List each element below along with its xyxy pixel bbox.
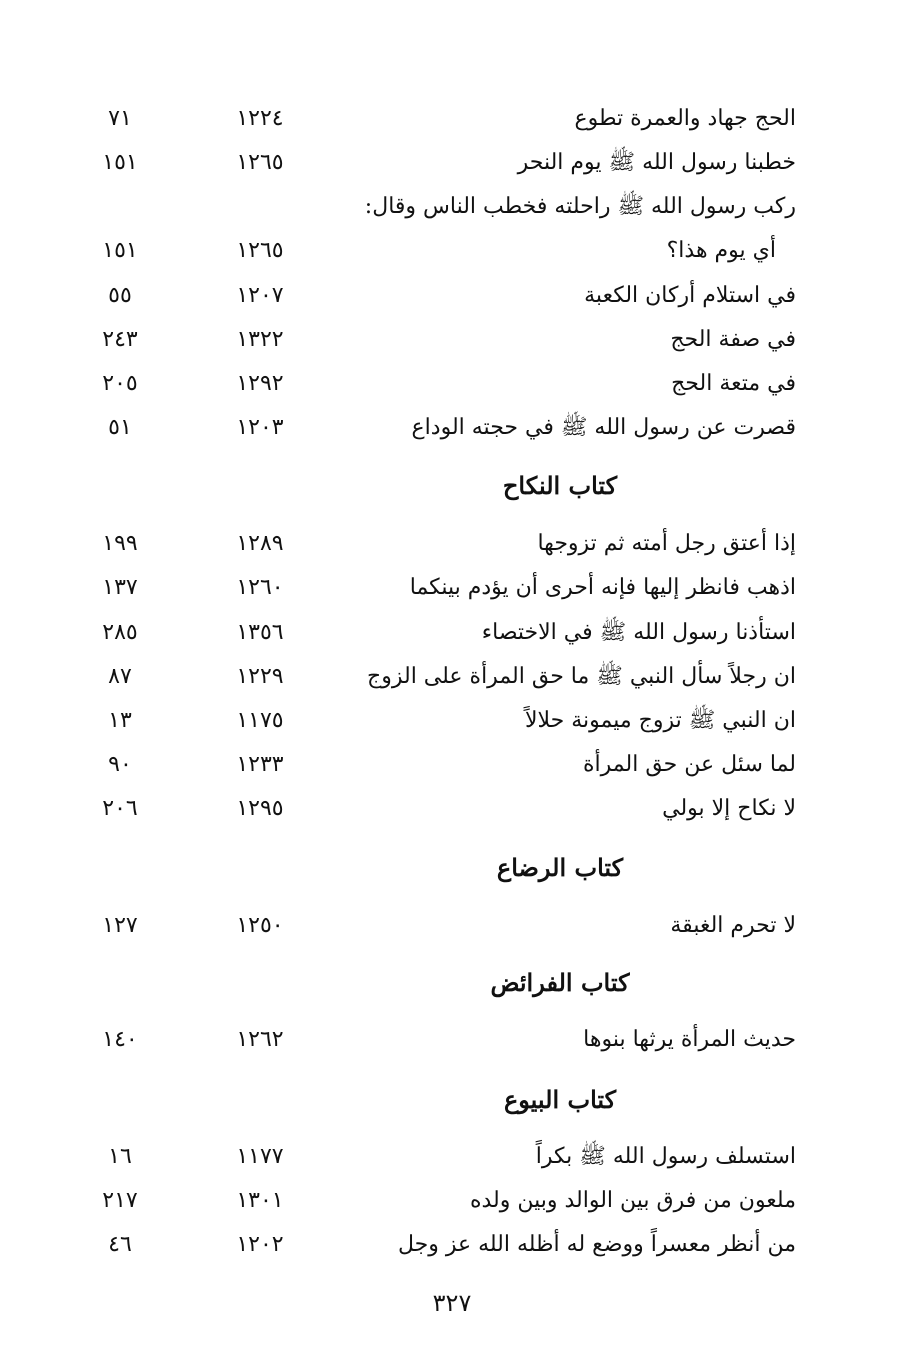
- page-number: ٣٢٧: [432, 1289, 472, 1317]
- hadith-title: الحج جهاد والعمرة تطوع: [574, 106, 796, 131]
- hadith-number: ١٢٩٢: [236, 371, 284, 396]
- page-reference: ٥١: [108, 415, 132, 440]
- section-heading-nikah: [0, 466, 924, 506]
- page-reference: ٤٦: [108, 1232, 132, 1257]
- hadith-number: ١٢٦٥: [236, 150, 284, 175]
- index-row: [0, 657, 924, 697]
- section-heading-text: كتاب النكاح: [502, 471, 618, 500]
- index-row: [0, 187, 924, 227]
- section-heading-buyu: [0, 1080, 924, 1120]
- hadith-number: ١١٧٥: [236, 708, 284, 733]
- hadith-number: ١٢٥٠: [236, 913, 284, 938]
- hadith-title: لما سئل عن حق المرأة: [583, 752, 796, 777]
- index-row: [0, 524, 924, 564]
- page-reference: ٩٠: [108, 752, 132, 777]
- hadith-title: ان رجلاً سأل النبي ﷺ ما حق المرأة على الزوج: [367, 664, 796, 689]
- hadith-number: ١٢٢٩: [236, 664, 284, 689]
- hadith-number: ١٢٦٥: [236, 238, 284, 263]
- index-row: [0, 364, 924, 404]
- hadith-number: ١٢٠٢: [236, 1232, 284, 1257]
- hadith-number: ١٢٠٧: [236, 283, 284, 308]
- index-row: [0, 276, 924, 316]
- page-reference: ١٢٧: [102, 913, 138, 938]
- hadith-title: لا تحرم الغبقة: [670, 913, 796, 938]
- index-row: [0, 789, 924, 829]
- page-reference: ٢٨٥: [102, 620, 138, 645]
- index-row: [0, 613, 924, 653]
- hadith-title: ملعون من فرق بين الوالد وبين ولده: [469, 1188, 796, 1213]
- hadith-title: ان النبي ﷺ تزوج ميمونة حلالاً: [524, 708, 796, 733]
- page-reference: ١٣٧: [102, 575, 138, 600]
- page-reference: ١٣: [108, 708, 132, 733]
- index-row: [0, 231, 924, 271]
- page-reference: ٥٥: [108, 283, 132, 308]
- index-row: [0, 320, 924, 360]
- page-reference: ٨٧: [108, 664, 132, 689]
- hadith-title: حديث المرأة يرثها بنوها: [583, 1027, 796, 1052]
- hadith-number: ١٣٥٦: [236, 620, 284, 645]
- hadith-number: ١٣٢٢: [236, 327, 284, 352]
- page-reference: ٢٠٥: [102, 371, 138, 396]
- index-row: [0, 1225, 924, 1265]
- hadith-number: ١٢٠٣: [236, 415, 284, 440]
- hadith-number: ١٢٢٤: [236, 106, 284, 131]
- index-row: [0, 1137, 924, 1177]
- hadith-number: ١٣٠١: [236, 1188, 284, 1213]
- section-heading-text: كتاب البيوع: [503, 1085, 617, 1114]
- hadith-number: ١٢٦٢: [236, 1027, 284, 1052]
- page-reference: ٢١٧: [102, 1188, 138, 1213]
- hadith-title: في متعة الحج: [671, 371, 796, 396]
- hadith-number: ١١٧٧: [236, 1144, 284, 1169]
- index-row: [0, 1181, 924, 1221]
- hadith-title: خطبنا رسول الله ﷺ يوم النحر: [517, 150, 796, 175]
- hadith-title: ركب رسول الله ﷺ راحلته فخطب الناس وقال:: [364, 194, 796, 219]
- page-reference: ١٩٩: [102, 531, 138, 556]
- section-heading-rada: [0, 848, 924, 888]
- index-row: [0, 701, 924, 741]
- index-row: [0, 745, 924, 785]
- index-row: [0, 143, 924, 183]
- section-heading-text: كتاب الرضاع: [496, 853, 624, 882]
- hadith-number: ١٢٦٠: [236, 575, 284, 600]
- hadith-title: استأذنا رسول الله ﷺ في الاختصاء: [481, 620, 796, 645]
- section-heading-text: كتاب الفرائض: [490, 968, 630, 997]
- hadith-title-continued: أي يوم هذا؟: [666, 238, 776, 263]
- hadith-title: في استلام أركان الكعبة: [584, 283, 796, 308]
- page-reference: ٢٠٦: [102, 796, 138, 821]
- hadith-number: ١٢٨٩: [236, 531, 284, 556]
- hadith-title: من أنظر معسراً ووضع له أظله الله عز وجل: [397, 1232, 796, 1257]
- page-reference: ١٥١: [102, 238, 138, 263]
- hadith-number: ١٢٩٥: [236, 796, 284, 821]
- index-row: [0, 568, 924, 608]
- hadith-title: إذا أعتق رجل أمته ثم تزوجها: [537, 531, 796, 556]
- hadith-title: في صفة الحج: [670, 327, 796, 352]
- index-row: [0, 408, 924, 448]
- page-reference: ١٤٠: [102, 1027, 138, 1052]
- index-row: [0, 99, 924, 139]
- page-reference: ٢٤٣: [102, 327, 138, 352]
- page-reference: ٧١: [108, 106, 132, 131]
- hadith-number: ١٢٣٣: [236, 752, 284, 777]
- page-reference: ١٥١: [102, 150, 138, 175]
- hadith-title: استسلف رسول الله ﷺ بكراً: [535, 1144, 796, 1169]
- section-heading-faraid: [0, 963, 924, 1003]
- index-row: [0, 906, 924, 946]
- index-row: [0, 1020, 924, 1060]
- page-reference: ١٦: [108, 1144, 132, 1169]
- hadith-title: اذهب فانظر إليها فإنه أحرى أن يؤدم بينكما: [409, 575, 796, 600]
- hadith-title: قصرت عن رسول الله ﷺ في حجته الوداع: [411, 415, 796, 440]
- hadith-title: لا نكاح إلا بولي: [662, 796, 796, 821]
